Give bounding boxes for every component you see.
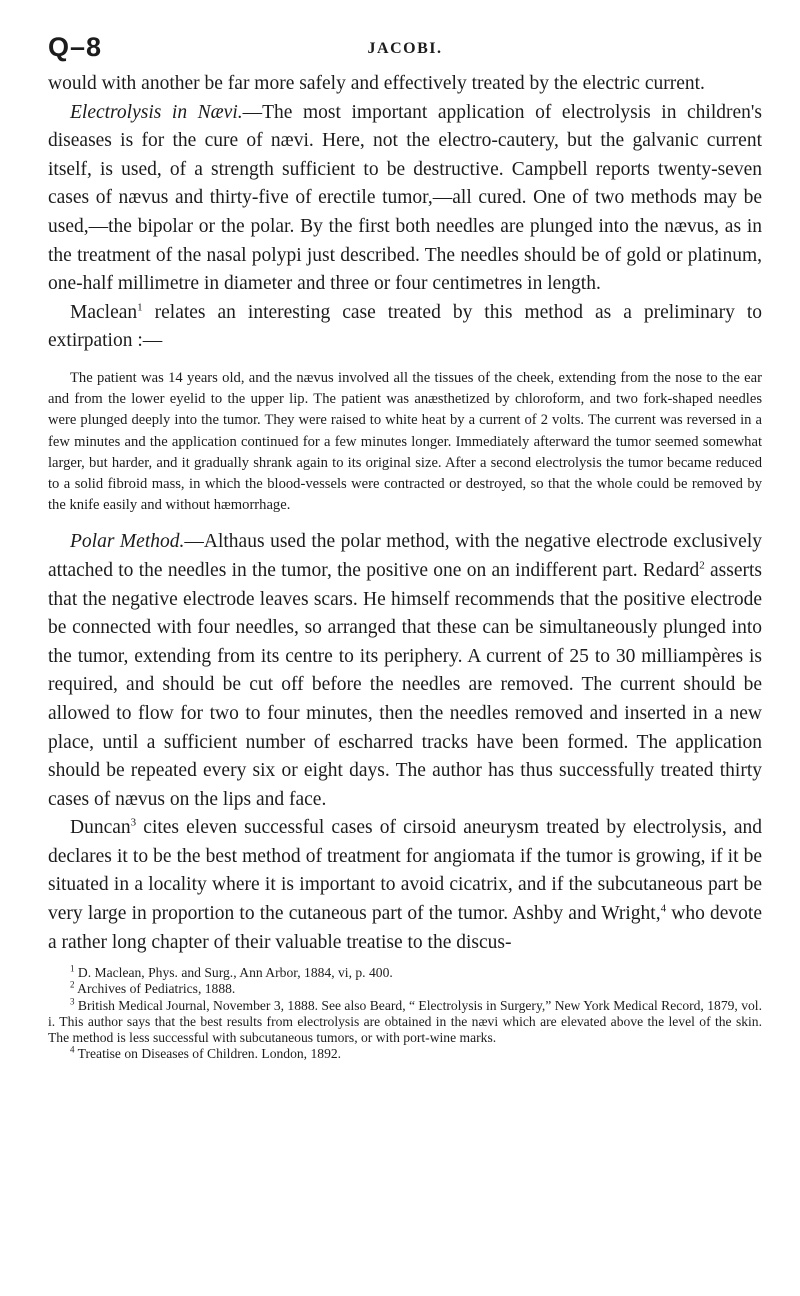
footnote-3-text: British Medical Journal, November 3, 1888. See also Beard, “ Electrolysis in Surgery,” New York Medical Record, 1879, vol. i. This author says that the best results from electrolysis are obtained in the nævi which are elevated above the level of the skin. The method is less successful with subcutaneous tumors, or with port-wine marks. — [48, 997, 762, 1046]
main-text — [48, 70, 762, 356]
footnote-3-number: 3 — [70, 996, 75, 1007]
footnote-2 — [48, 981, 762, 997]
paragraph-electrolysis-naevi — [48, 99, 762, 299]
main-text-continued — [48, 528, 762, 957]
paragraph-duncan — [48, 814, 762, 957]
paragraph-2-text: —The most important application of electrolysis in children's diseases is for the cure of nævi. Here, not the electro-cautery, but the galvanic current itself, is used, of a strength sufficient to be destructive. Campbell reports twenty-seven cases of nævus and thirty-five of erectile tumor,—all cured. One of two methods may be used,—the bipolar or the polar. By the first both needles are plunged into the nævus, as in the treatment of the nasal polypi just described. The needles should be of gold or platinum, one-half millimetre in diameter and three or four centimetres in length. — [48, 101, 763, 295]
page-label: Q–8 — [48, 32, 103, 62]
footnote-2-text: Archives of Pediatrics, 1888. — [74, 981, 236, 997]
footnote-ref-2: 2 — [699, 559, 705, 572]
section-heading-polar: Polar Method. — [70, 531, 185, 553]
paragraph-continuation — [48, 70, 762, 99]
paragraph-maclean — [48, 299, 762, 356]
footnote-ref-3: 3 — [130, 816, 137, 829]
paragraph-1-text: would with another be far more safely and effectively treated by the electric current. — [48, 73, 705, 94]
footnote-1-text: D. Maclean, Phys. and Surg., Ann Arbor, 1884, vi, p. 400. — [74, 965, 393, 981]
paragraph-4-text-a: —Althaus used the polar method, with the negative electrode exclusively attached to the needles in the tumor, the positive one on an indifferent part. Redard — [48, 531, 763, 581]
page-header — [48, 30, 762, 70]
footnote-ref-1: 1 — [137, 301, 143, 314]
section-heading-electrolysis: Electrolysis in Nævi. — [70, 101, 243, 123]
author-duncan: Duncan — [70, 817, 131, 839]
footnote-1-number: 1 — [70, 963, 75, 974]
paragraph-3-text: relates an interesting case treated by this method as a preliminary to extirpation :— — [48, 301, 762, 352]
footnote-4-number: 4 — [70, 1044, 75, 1055]
footnotes — [48, 965, 762, 1062]
footnote-ref-4: 4 — [660, 902, 667, 915]
footnote-1 — [48, 965, 762, 981]
footnote-2-number: 2 — [70, 979, 75, 990]
case-quote: The patient was 14 years old, and the nævus involved all the tissues of the cheek, extending from the nose to the ear and from the lower eyelid to the upper lip. The patient was anæsthetized by chloroform, and two fork-shaped needles were plunged deeply into the tumor. They were raised to white heat by a current of 2 volts. The current was reversed in a few minutes and the application continued for a few minutes longer. Immediately afterward the tumor seemed somewhat larger, but harder, and it gradually shrank again to its original size. After a second electrolysis the tumor became reduced to a solid fibroid mass, in which the blood-vessels were contracted or destroyed, so that the whole could be removed by the knife easily and without hæmorrhage. — [48, 369, 762, 514]
running-title: JACOBI. — [367, 40, 443, 57]
author-maclean: Maclean — [70, 301, 138, 323]
paragraph-4-text-b: asserts that the negative electrode leaves scars. He himself recommends that the positive electrode be connected with four needles, so arranged that these can be simultaneously plunged into the tumor, extending from its centre to its periphery. A current of 25 to 30 milliampères is required, and should be cut off before the needles are removed. The current should be allowed to flow for two to four minutes, then the needles removed and inserted in a new place, until a sufficient number of escharred tracks have been formed. The application should be repeated every six or eight days. The author has thus successfully treated thirty cases of nævus on the lips and face. — [48, 559, 762, 810]
paragraph-polar-method — [48, 528, 762, 814]
footnote-3 — [48, 998, 762, 1047]
footnote-4-text: Treatise on Diseases of Children. London, 1892. — [74, 1046, 342, 1062]
footnote-4 — [48, 1046, 762, 1062]
paragraph-5-text-a: cites eleven successful cases of cirsoid aneurysm treated by electrolysis, and declares it to be the best method of treatment for angiomata if the tumor is growing, if it be situated in a locality where it is important to avoid cicatrix, and if the subcutaneous part be very large in proportion to the cutaneous part of the tumor. Ashby and Wright, — [48, 817, 762, 925]
paragraph-5-text-b: who devote a rather long chapter of their valuable treatise to the discus- — [48, 903, 762, 953]
